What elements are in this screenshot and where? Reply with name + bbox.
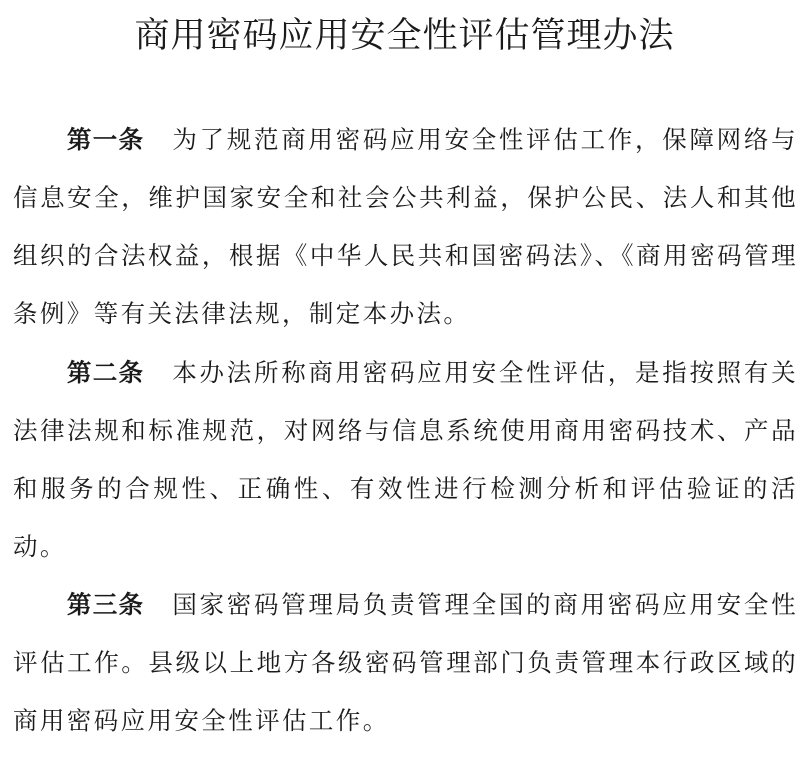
article-2-text: 本办法所称商用密码应用安全性评估，是指按照有关法律法规和标准规范，对网络与信息系统使用商用密码技术、产品和服务的合规性、正确性、有效性进行检测分析和评估验证的活动。 [13,358,798,561]
article-3-text: 国家密码管理局负责管理全国的商用密码应用安全性评估工作。县级以上地方各级密码管理部门负责管理本行政区域的商用密码应用安全性评估工作。 [13,590,798,735]
article-3-label: 第三条 [66,590,145,619]
article-1-label: 第一条 [66,125,145,154]
document-title: 商用密码应用安全性评估管理办法 [134,16,675,56]
article-3 [13,576,798,750]
article-1 [13,111,798,343]
article-2-label: 第二条 [66,358,145,387]
article-2 [13,344,798,576]
article-1-text: 为了规范商用密码应用安全性评估工作，保障网络与信息安全，维护国家安全和社会公共利益，保护公民、法人和其他组织的合法权益，根据《中华人民共和国密码法》、《商用密码管理条例》等有关法律法规，制定本办法。 [13,125,798,328]
